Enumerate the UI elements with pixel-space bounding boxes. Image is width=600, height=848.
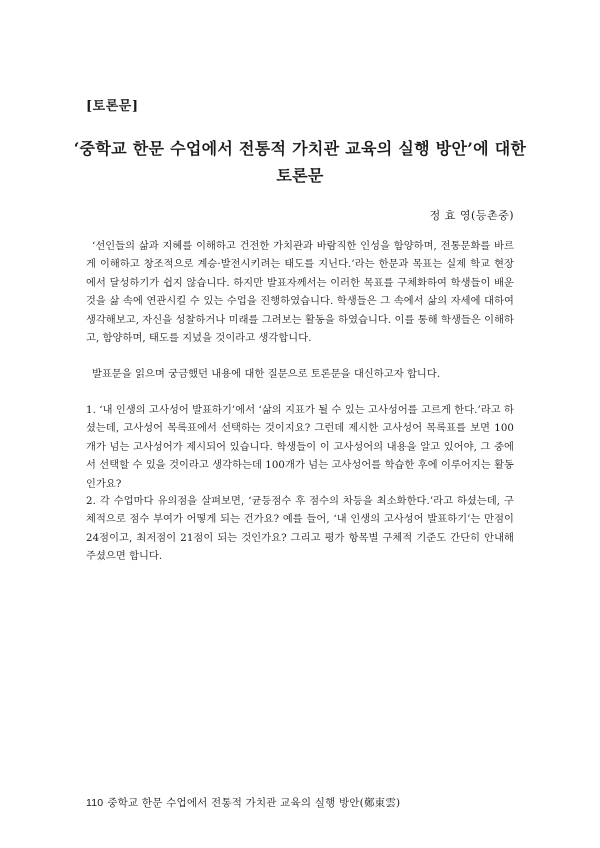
running-title: 중학교 한문 수업에서 전통적 가치관 교육의 실행 방안(鄭東雲) bbox=[107, 797, 401, 809]
title-line-2: 토론문 bbox=[276, 166, 324, 185]
section-label: [토론문] bbox=[86, 99, 139, 114]
paragraph-purpose: 발표문을 읽으며 궁금했던 내용에 대한 질문으로 토론문을 대신하고자 합니다. bbox=[92, 369, 441, 380]
page-footer bbox=[86, 795, 400, 810]
paragraph-question-1: 1. ‘내 인생의 고사성어 발표하기’에서 ‘삶의 지표가 될 수 있는 고사성어를 고르게 한다.’라고 하셨는데, 고사성어 목록표에서 선택하는 것이지요? 그런데 제시한 고사성어 목록표를 보면 100개가 넘는 고사성어가 제시되어 있습니다. 학생들이 이 고사성어의 내용을 알고 있어야, 그 중에서 선택할 수 있을 것이라고 생각하는데 100개가 넘는 고사성어를 학습한 후에 이루어지는 활동인가요? bbox=[86, 405, 514, 490]
page-title bbox=[60, 135, 540, 189]
paragraph-question-2: 2. 각 수업마다 유의점을 살펴보면, ‘균등점수 후 점수의 차등을 최소화한다.’라고 하셨는데, 구체적으로 점수 부여가 어떻게 되는 건가요? 예를 들어, ‘내 인생의 고사성어 발표하기’는 만점이 24점이고, 최저점이 21점이 되는 것인가요? 그리고 평가 항목별 구체적 기준도 간단히 안내해주셨으면 합니다. bbox=[86, 496, 514, 563]
paragraph-intro: ‘선인들의 삶과 지혜를 이해하고 건전한 가치관과 바람직한 인성을 함양하며, 전통문화를 바르게 이해하고 창조적으로 계승·발전시키려는 태도를 지닌다.’라는 한문과 목표는 실제 학교 현장에서 달성하기가 쉽지 않습니다. 하지만 발표자께서는 이러한 목표를 구체화하여 학생들이 배운 것을 삶 속에 연관시킬 수 있는 수업을 진행하였습니다. 학생들은 그 속에서 삶의 자세에 대하여 생각해보고, 자신을 성찰하거나 미래를 그려보는 활동을 하였습니다. 이를 통해 학생들은 이해하고, 함양하며, 태도를 지녔을 것이라고 생각합니다. bbox=[86, 241, 514, 345]
author-byline: 정 효 영(등촌중) bbox=[429, 209, 514, 222]
title-line-1: ‘중학교 한문 수업에서 전통적 가치관 교육의 실행 방안’에 대한 bbox=[73, 139, 527, 158]
page-number: 110 bbox=[86, 797, 104, 809]
